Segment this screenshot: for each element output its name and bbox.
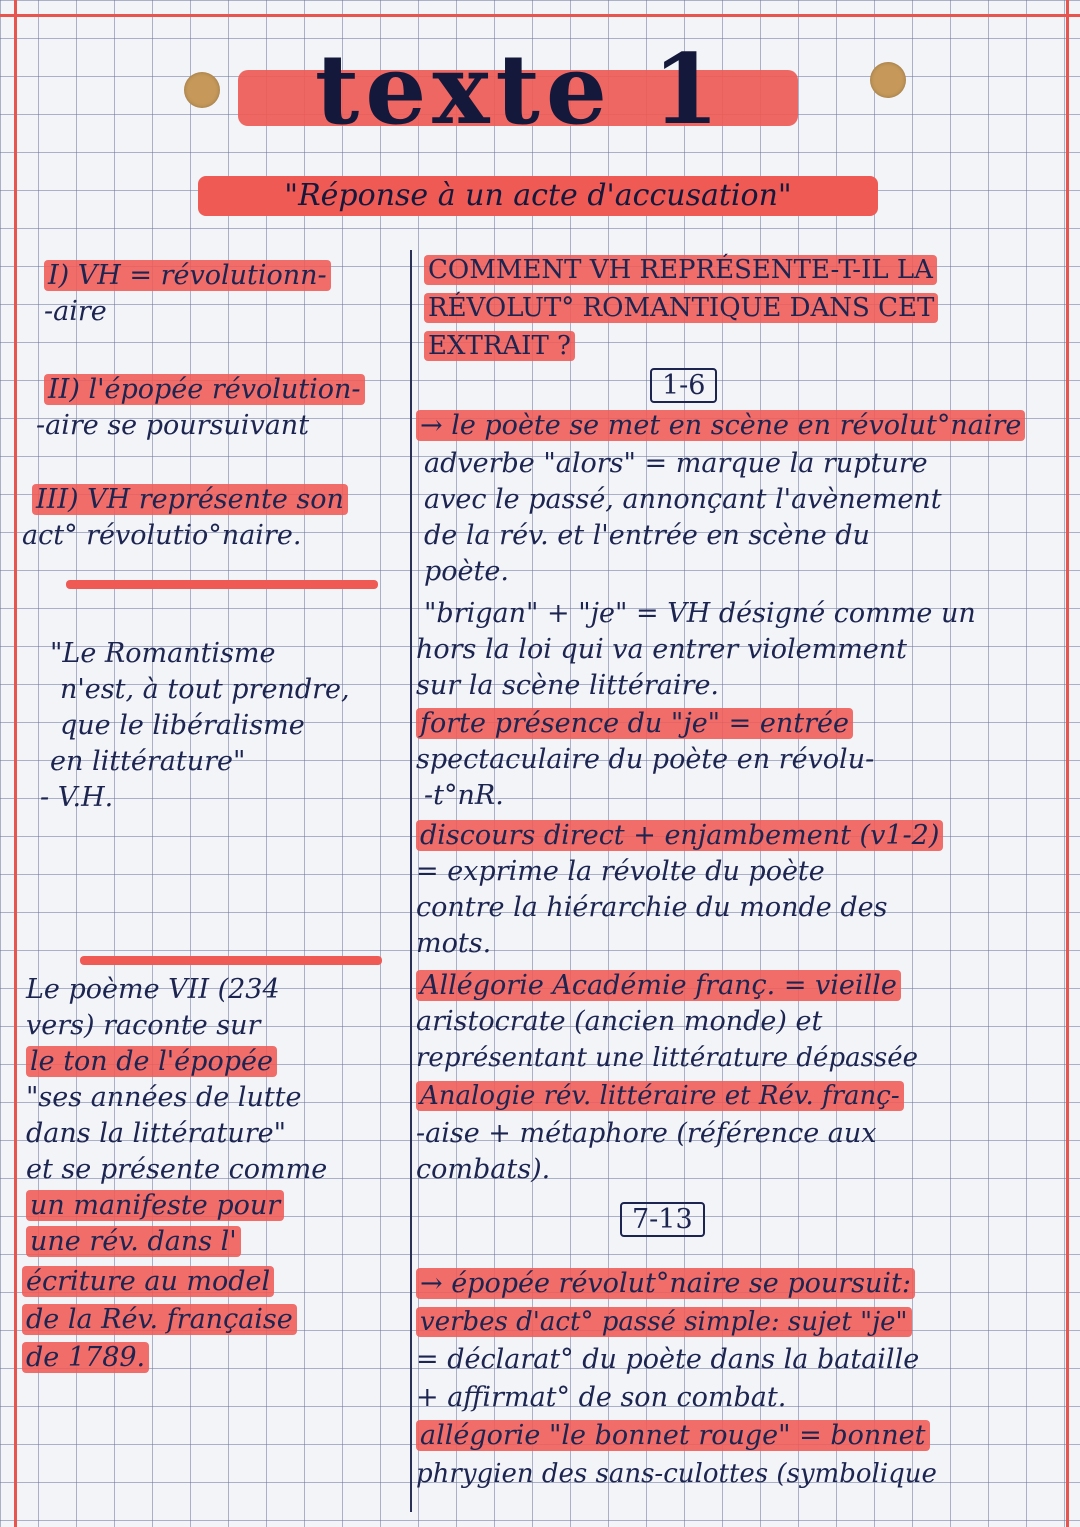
note-line: = exprime la révolte du poète: [416, 856, 825, 887]
note-line: → épopée révolut°naire se poursuit:: [416, 1266, 915, 1302]
poem-line: dans la littérature": [26, 1118, 287, 1149]
note-line: mots.: [416, 928, 492, 959]
plan-item-2: II) l'épopée révolution-: [44, 372, 365, 408]
note-line: → le poète se met en scène en révolut°naire: [416, 408, 1025, 444]
note-line: discours direct + enjambement (v1-2): [416, 818, 943, 854]
note-line: forte présence du "je" = entrée: [416, 706, 853, 742]
note-line: = déclarat° du poète dans la bataille: [416, 1344, 920, 1375]
note-line: poète.: [424, 556, 509, 587]
quote-author: - V.H.: [40, 782, 114, 813]
poem-line: de la Rév. française: [22, 1302, 297, 1338]
column-divider: [410, 250, 412, 1512]
note-line: spectaculaire du poète en révolu-: [416, 744, 875, 775]
quote-line: n'est, à tout prendre,: [60, 674, 350, 705]
note-line: allégorie "le bonnet rouge" = bonnet: [416, 1418, 930, 1454]
note-line: avec le passé, annonçant l'avènement: [424, 484, 942, 515]
section-label-7-13: 7-13: [620, 1202, 705, 1238]
note-line: contre la hiérarchie du monde des: [416, 892, 888, 923]
note-line: -t°nR.: [424, 780, 504, 811]
poem-line: le ton de l'épopée: [26, 1044, 277, 1080]
page-subtitle: "Réponse à un acte d'accusation": [198, 176, 878, 216]
note-line: sur la scène littéraire.: [416, 670, 720, 701]
note-line: phrygien des sans-culottes (symbolique: [416, 1459, 937, 1489]
poem-line: une rév. dans l': [26, 1224, 241, 1260]
poem-line: de 1789.: [22, 1340, 149, 1376]
plan-item-1: I) VH = révolutionn-: [44, 258, 331, 294]
top-margin-line: [0, 14, 1080, 17]
note-line: représentant une littérature dépassée: [416, 1043, 919, 1073]
note-line: verbes d'act° passé simple: sujet "je": [416, 1304, 912, 1340]
poem-line: écriture au model: [22, 1264, 274, 1300]
separator-bar-2: [80, 956, 382, 965]
poem-line: un manifeste pour: [26, 1188, 284, 1224]
note-line: de la rév. et l'entrée en scène du: [424, 520, 870, 551]
section-label-1-6: 1-6: [650, 368, 717, 404]
plan-item-2b: -aire se poursuivant: [36, 410, 310, 441]
punch-hole-right: [870, 62, 906, 98]
note-line: aristocrate (ancien monde) et: [416, 1006, 823, 1037]
note-line: Analogie rév. littéraire et Rév. franç-: [416, 1078, 904, 1114]
page-title: texte 1: [314, 33, 726, 146]
plan-item-3b: act° révolutio°naire.: [22, 520, 302, 551]
note-line: adverbe "alors" = marque la rupture: [424, 448, 928, 479]
quote-line: que le libéralisme: [60, 710, 305, 741]
right-margin-line: [1066, 0, 1069, 1527]
note-line: "brigan" + "je" = VH désigné comme un: [424, 598, 976, 629]
left-margin-line: [14, 0, 17, 1527]
note-line: + affirmat° de son combat.: [416, 1382, 787, 1413]
note-line: combats).: [416, 1154, 551, 1185]
poem-line: "ses années de lutte: [26, 1082, 302, 1113]
plan-item-3: III) VH représente son: [32, 482, 348, 518]
problem-question: COMMENT VH REPRÉSENTE-T-IL LA: [424, 252, 937, 288]
poem-line: vers) raconte sur: [26, 1010, 261, 1041]
poem-line: Le poème VII (234: [26, 974, 280, 1005]
note-line: hors la loi qui va entrer violemment: [416, 634, 908, 665]
problem-question: EXTRAIT ?: [424, 328, 575, 364]
note-line: -aise + métaphore (référence aux: [416, 1118, 877, 1149]
plan-item-1b: -aire: [44, 296, 107, 327]
quote-line: en littérature": [50, 746, 246, 777]
separator-bar-1: [66, 580, 378, 589]
punch-hole-left: [184, 72, 220, 108]
poem-line: et se présente comme: [26, 1154, 328, 1185]
quote-line: "Le Romantisme: [50, 638, 276, 669]
note-line: Allégorie Académie franç. = vieille: [416, 968, 901, 1004]
problem-question: RÉVOLUT° ROMANTIQUE DANS CET: [424, 290, 938, 326]
